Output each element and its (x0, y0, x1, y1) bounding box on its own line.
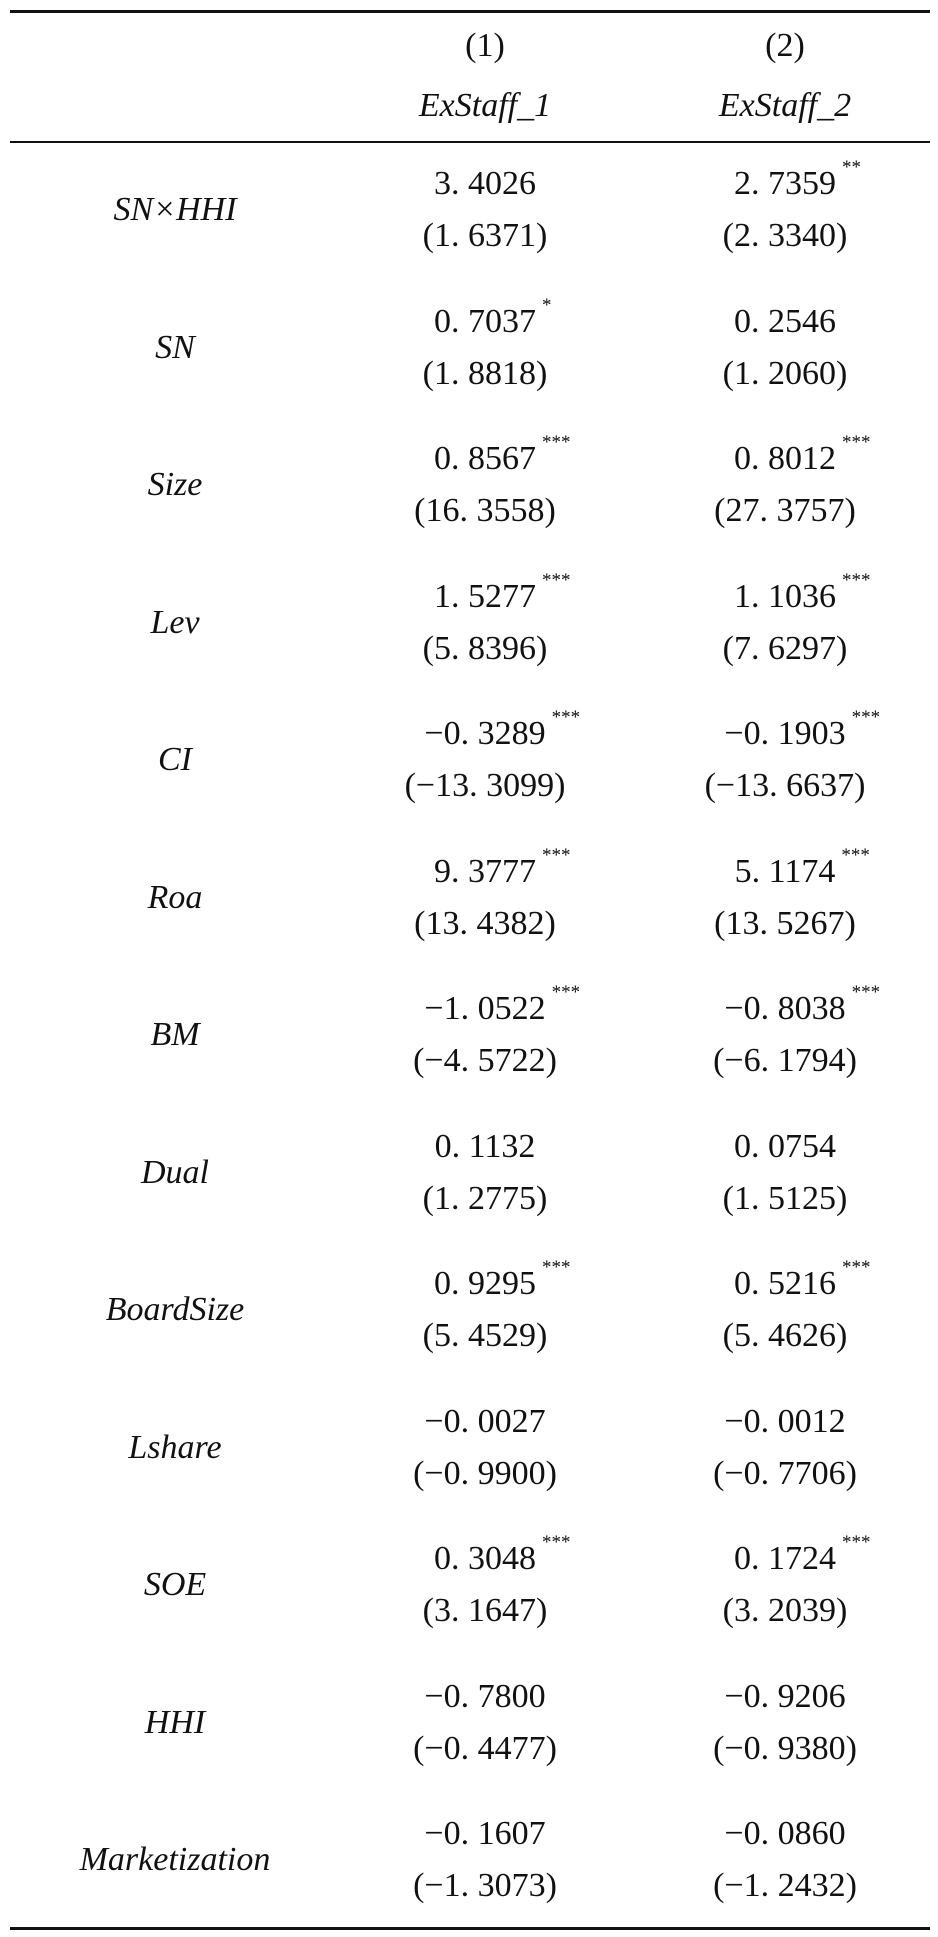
coefficient-cell (660, 1677, 910, 1717)
coefficient-cell (360, 1814, 610, 1854)
t-statistic-cell (660, 1454, 910, 1494)
coefficient-value: 0. 5216 *** (734, 1257, 871, 1302)
coefficient-cell (360, 570, 610, 617)
coefficient-value: 0. 8012 *** (734, 432, 871, 477)
coefficient-value: −0. 0027 (424, 1403, 546, 1440)
t-statistic-cell (360, 1316, 610, 1356)
coefficient-value: −0. 8038 *** (724, 982, 881, 1027)
t-statistic-value: (3. 2039) (722, 1592, 848, 1629)
coefficient-value: −0. 0860 (724, 1815, 846, 1852)
coefficient-value: 0. 3048 *** (434, 1532, 571, 1577)
t-statistic-value: (−4. 5722) (413, 1042, 557, 1079)
col1-number: (1) (465, 27, 505, 64)
significance-stars: *** (542, 1532, 571, 1553)
t-statistic-value: (13. 4382) (414, 905, 556, 942)
significance-stars: *** (542, 1257, 571, 1278)
coefficient-cell (360, 707, 610, 754)
coefficient-value: −1. 0522 *** (424, 982, 581, 1027)
bottom-rule (10, 1927, 930, 1930)
t-statistic-cell (360, 1454, 610, 1494)
row-label: SN (155, 329, 195, 366)
t-statistic-value: (1. 5125) (722, 1180, 848, 1217)
significance-stars: *** (542, 845, 571, 866)
coefficient-cell (660, 157, 910, 204)
t-statistic-value: (−0. 7706) (713, 1455, 857, 1492)
t-statistic-value: (13. 5267) (714, 905, 856, 942)
significance-stars: *** (842, 432, 871, 453)
coefficient-value: −0. 1607 (424, 1815, 546, 1852)
row-label: Size (147, 466, 203, 503)
t-statistic-cell (360, 1179, 610, 1219)
t-statistic-value: (−6. 1794) (713, 1042, 857, 1079)
regression-table (10, 0, 930, 1937)
t-statistic-value: (−13. 6637) (704, 767, 866, 804)
coefficient-value: 1. 5277 *** (434, 570, 571, 615)
coefficient-value: 0. 0754 (734, 1128, 836, 1165)
t-statistic-value: (3. 1647) (422, 1592, 548, 1629)
t-statistic-value: (−1. 3073) (413, 1867, 557, 1904)
coefficient-value: −0. 3289 *** (424, 707, 581, 752)
coefficient-value: 3. 4026 (434, 165, 536, 202)
coefficient-value: 0. 8567 *** (434, 432, 571, 477)
t-statistic-cell (660, 491, 910, 531)
coefficient-value: 0. 1132 (434, 1128, 536, 1165)
significance-stars: *** (842, 570, 871, 591)
t-statistic-value: (−1. 2432) (713, 1867, 857, 1904)
t-statistic-cell (660, 1729, 910, 1769)
t-statistic-cell (360, 629, 610, 669)
t-statistic-value: (−0. 9380) (713, 1730, 857, 1767)
top-rule (10, 10, 930, 13)
col1-name: ExStaff_1 (418, 87, 552, 124)
t-statistic-value: (2. 3340) (722, 217, 848, 254)
col2-number: (2) (765, 27, 805, 64)
t-statistic-value: (5. 4529) (422, 1317, 548, 1354)
coefficient-cell (360, 1402, 610, 1442)
coefficient-cell (360, 982, 610, 1029)
t-statistic-value: (−0. 9900) (413, 1455, 557, 1492)
t-statistic-cell (660, 1041, 910, 1081)
coefficient-value: −0. 1903 *** (724, 707, 881, 752)
coefficient-cell (360, 1257, 610, 1304)
coefficient-cell (660, 1532, 910, 1579)
t-statistic-cell (360, 1866, 610, 1906)
significance-stars: *** (851, 982, 881, 1003)
coefficient-value: −0. 9206 (724, 1678, 846, 1715)
t-statistic-cell (660, 216, 910, 256)
coefficient-value: 0. 9295 *** (434, 1257, 571, 1302)
t-statistic-cell (660, 1591, 910, 1631)
t-statistic-cell (360, 766, 610, 806)
coefficient-value: 1. 1036 *** (734, 570, 871, 615)
row-label: Marketization (79, 1841, 271, 1878)
t-statistic-value: (1. 2060) (722, 355, 848, 392)
coefficient-cell (660, 845, 910, 892)
row-label: SN×HHI (113, 191, 237, 228)
t-statistic-value: (27. 3757) (714, 492, 856, 529)
coefficient-cell (360, 1127, 610, 1167)
coefficient-value: 0. 7037 * (434, 295, 552, 340)
col2-name: ExStaff_2 (718, 87, 852, 124)
t-statistic-value: (1. 2775) (422, 1180, 548, 1217)
significance-stars: *** (542, 432, 571, 453)
significance-stars: *** (551, 982, 581, 1003)
row-label: Lev (150, 604, 200, 641)
t-statistic-cell (360, 1729, 610, 1769)
coefficient-value: 9. 3777 *** (434, 845, 571, 890)
t-statistic-cell (660, 904, 910, 944)
significance-stars: *** (851, 707, 881, 728)
row-label: HHI (144, 1704, 206, 1741)
coefficient-cell (660, 982, 910, 1029)
t-statistic-value: (5. 4626) (722, 1317, 848, 1354)
coefficient-cell (660, 570, 910, 617)
significance-stars: *** (842, 1257, 871, 1278)
t-statistic-value: (16. 3558) (414, 492, 556, 529)
row-label: Lshare (128, 1429, 222, 1466)
coefficient-cell (360, 164, 610, 204)
t-statistic-cell (660, 629, 910, 669)
row-label: Dual (141, 1154, 209, 1191)
t-statistic-cell (360, 354, 610, 394)
row-label: SOE (143, 1566, 207, 1603)
coefficient-value: −0. 0012 (724, 1403, 846, 1440)
t-statistic-value: (7. 6297) (722, 630, 848, 667)
t-statistic-cell (360, 491, 610, 531)
t-statistic-cell (660, 354, 910, 394)
header-rule (10, 141, 930, 143)
coefficient-value: −0. 7800 (424, 1678, 546, 1715)
t-statistic-value: (−0. 4477) (413, 1730, 557, 1767)
significance-stars: *** (542, 570, 571, 591)
coefficient-cell (660, 1814, 910, 1854)
t-statistic-cell (660, 1179, 910, 1219)
coefficient-value: 5. 1174 *** (734, 845, 870, 890)
t-statistic-value: (1. 6371) (422, 217, 548, 254)
coefficient-value: 0. 1724 *** (734, 1532, 871, 1577)
coefficient-cell (360, 432, 610, 479)
significance-stars: *** (841, 845, 870, 866)
t-statistic-cell (360, 1591, 610, 1631)
coefficient-cell (660, 1257, 910, 1304)
row-label: CI (158, 741, 192, 778)
coefficient-cell (660, 1402, 910, 1442)
row-label: Roa (147, 879, 203, 916)
significance-stars: * (542, 295, 552, 316)
row-label: BoardSize (105, 1291, 245, 1328)
coefficient-cell (360, 1677, 610, 1717)
significance-stars: ** (842, 157, 861, 178)
coefficient-cell (660, 432, 910, 479)
coefficient-cell (660, 1127, 910, 1167)
t-statistic-cell (360, 904, 610, 944)
coefficient-value: 2. 7359 ** (734, 157, 861, 202)
coefficient-cell (360, 845, 610, 892)
row-label: BM (150, 1016, 200, 1053)
t-statistic-cell (360, 216, 610, 256)
coefficient-cell (660, 302, 910, 342)
significance-stars: *** (551, 707, 581, 728)
t-statistic-cell (660, 766, 910, 806)
t-statistic-value: (1. 8818) (422, 355, 548, 392)
t-statistic-cell (660, 1316, 910, 1356)
t-statistic-value: (−13. 3099) (404, 767, 566, 804)
coefficient-cell (360, 1532, 610, 1579)
t-statistic-value: (5. 8396) (422, 630, 548, 667)
coefficient-cell (660, 707, 910, 754)
significance-stars: *** (842, 1532, 871, 1553)
t-statistic-cell (360, 1041, 610, 1081)
t-statistic-cell (660, 1866, 910, 1906)
coefficient-value: 0. 2546 (734, 303, 836, 340)
coefficient-cell (360, 295, 610, 342)
